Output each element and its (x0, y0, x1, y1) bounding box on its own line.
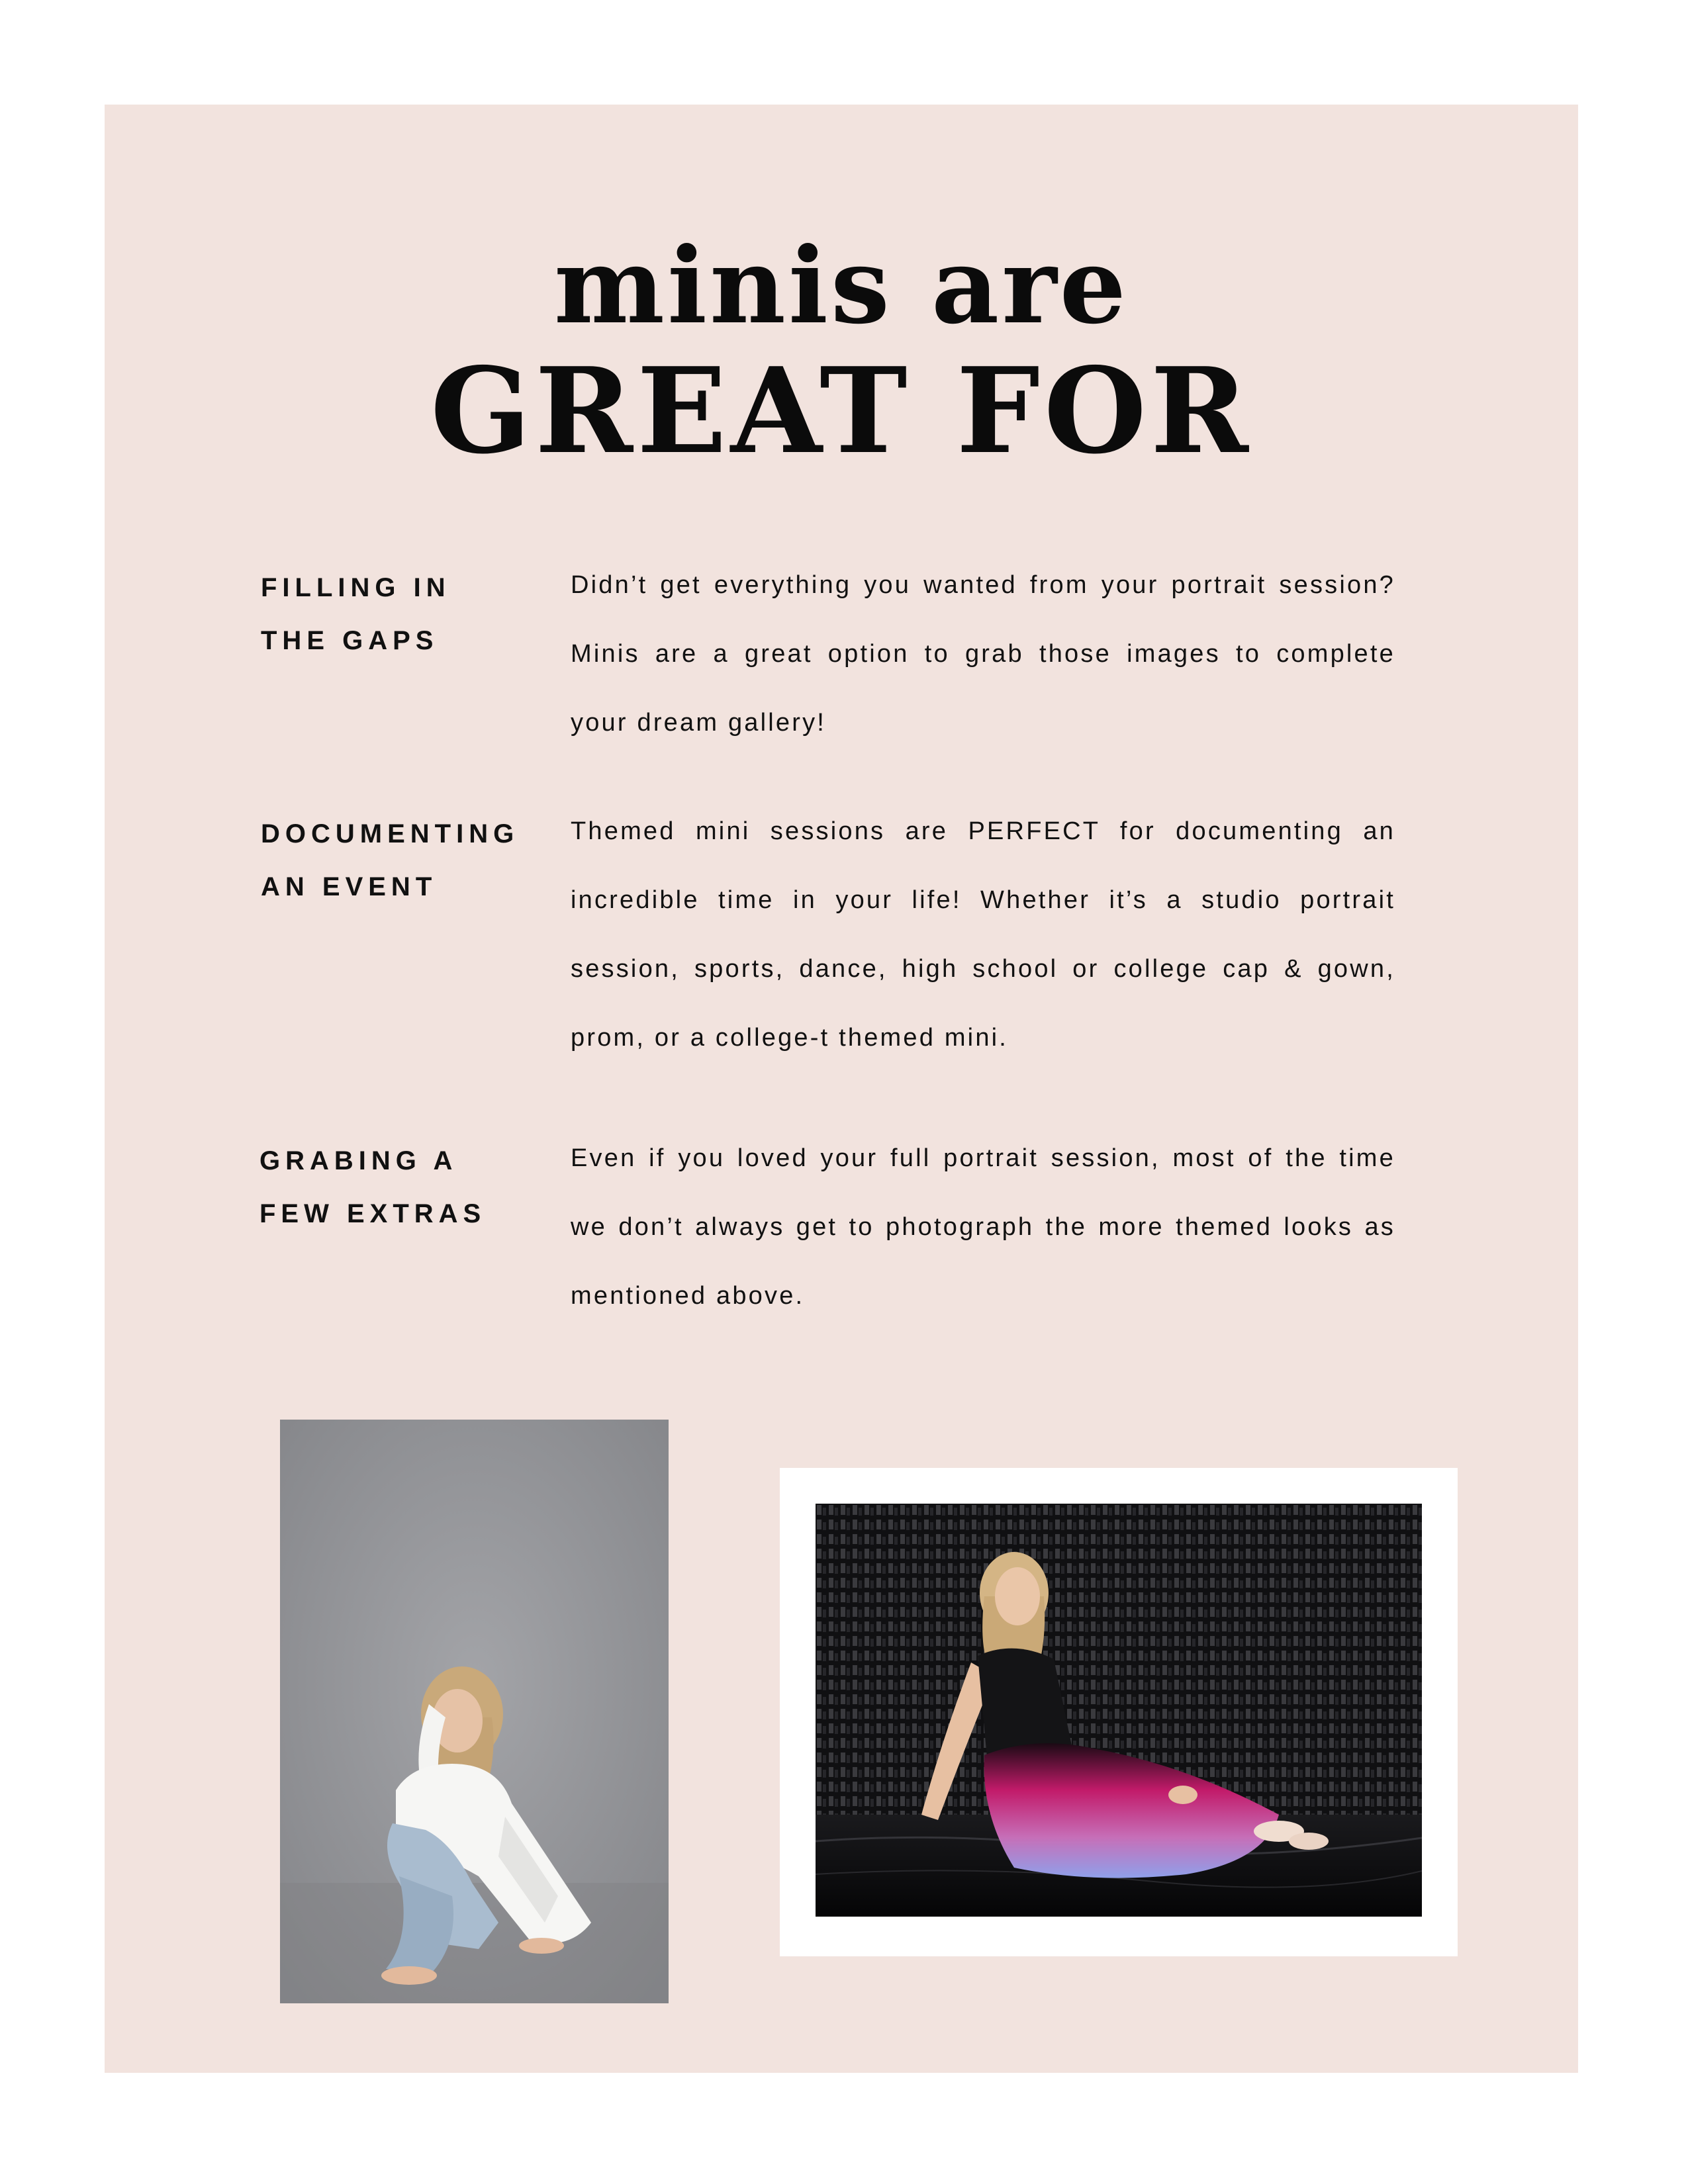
section-body: Themed mini sessions are PERFECT for documenting an incredible time in your life! Whether it’s a studio portrait session, sports, dance, high school or college cap & gown, prom, or a college-t themed mini. (571, 817, 1395, 1052)
section-heading-line: DOCUMENTING (261, 819, 520, 848)
section-heading-line: FEW EXTRAS (259, 1199, 487, 1228)
section-heading-line: FILLING IN (261, 573, 451, 602)
title-line-1: minis are (553, 225, 1129, 347)
section-body: Even if you loved your full portrait session, most of the time we don’t always get to photograph the more themed looks as mentioned above. (571, 1144, 1395, 1310)
content-panel (105, 105, 1578, 2073)
themed-portrait-photo (816, 1504, 1422, 1917)
studio-portrait-photo (280, 1420, 669, 2003)
title-line-2: GREAT FOR (430, 341, 1252, 480)
section-heading-line: GRABING A (259, 1146, 458, 1175)
section-heading (259, 1134, 551, 1240)
section-heading-line: AN EVENT (261, 872, 438, 901)
themed-portrait-frame (780, 1468, 1458, 1956)
section-heading-line: THE GAPS (261, 626, 439, 655)
section-heading (261, 807, 552, 913)
section-heading (261, 561, 552, 667)
section-body: Didn’t get everything you wanted from your portrait session? Minis are a great option to grab those images to complete your dream gallery! (571, 571, 1395, 737)
